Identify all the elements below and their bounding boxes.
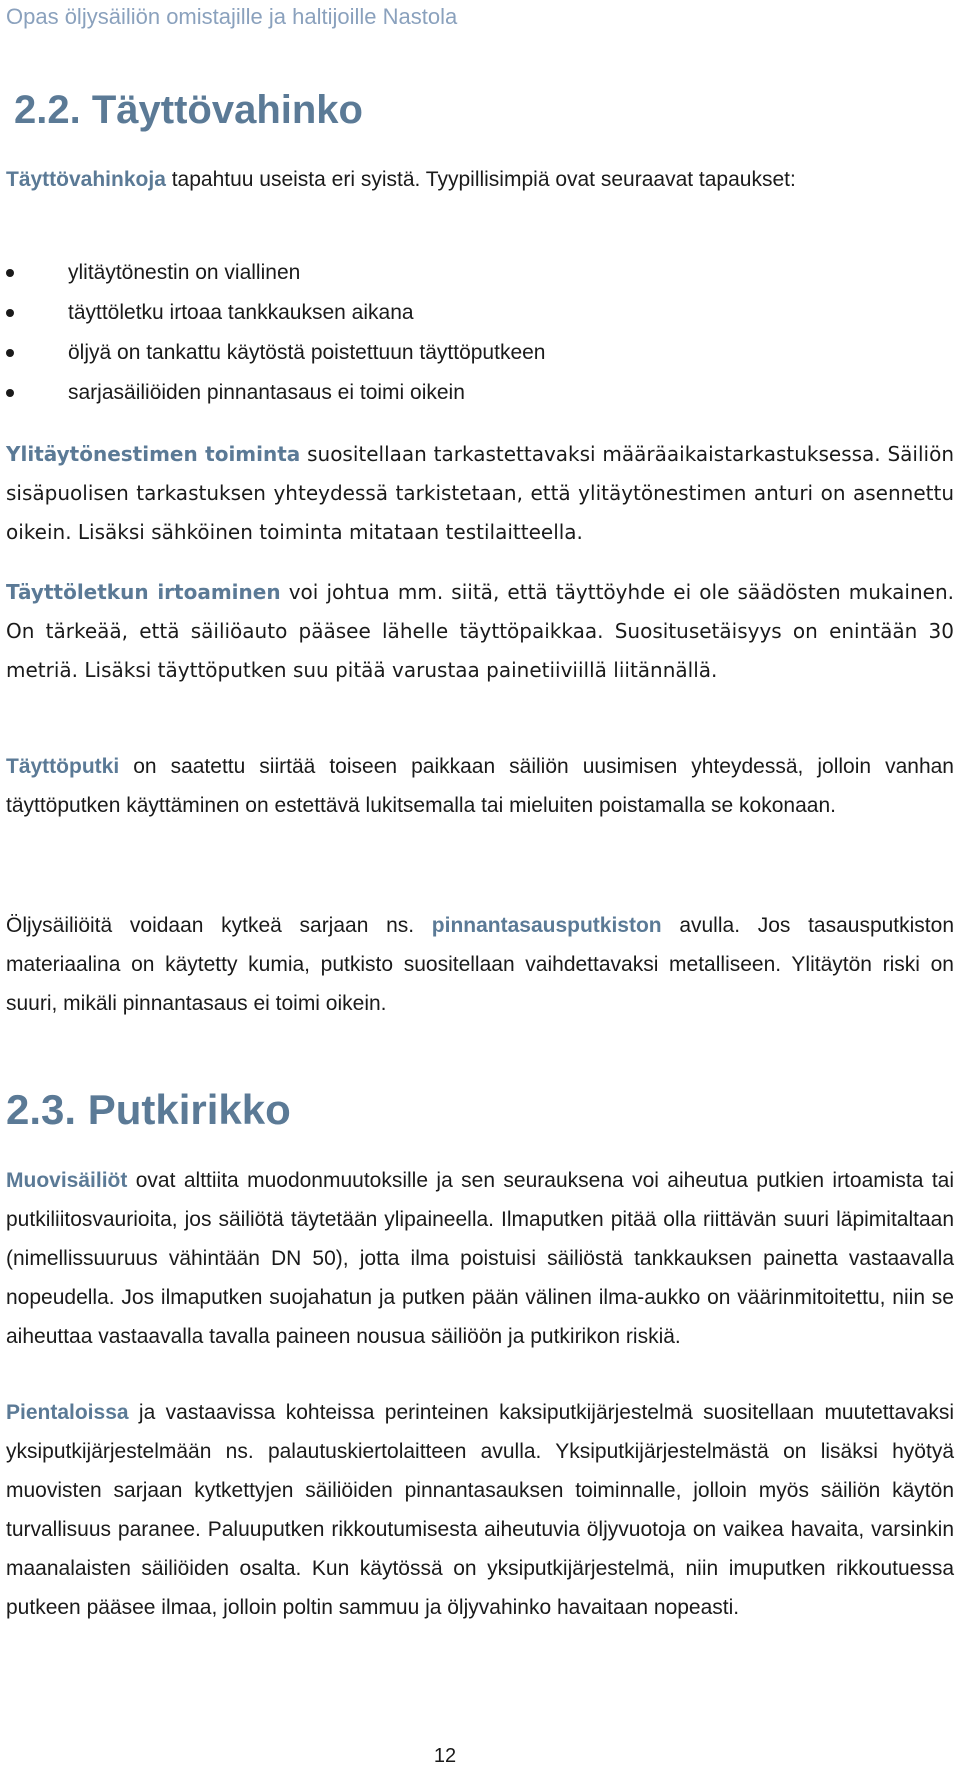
running-header: Opas öljysäiliön omistajille ja haltijoille Nastola xyxy=(6,4,458,29)
section-heading-taytt-vahinko: 2.2. Täyttövahinko xyxy=(14,88,363,132)
lead-term: pinnantasausputkiston xyxy=(431,914,662,937)
paragraph-overfill-device xyxy=(6,435,954,552)
paragraph-pre-text: Öljysäiliöitä voidaan kytkeä sarjaan ns. xyxy=(6,914,432,937)
list-item xyxy=(0,373,545,413)
paragraph-text: suositellaan tarkastettavaksi määräaikaistarkastuksessa. Säiliön sisäpuolisen tarkastuksen yhteydessä tarkistetaan, että ylitäytönestimen anturi on asennettu oikein. Lisäksi sähköinen toiminta mitataan testilaitteella. xyxy=(6,442,954,544)
bullet-icon xyxy=(6,309,14,317)
paragraph-text: on saatettu siirtää toiseen paikkaan säiliön uusimisen yhteydessä, jolloin vanhan täyttöputken käyttäminen on estettävä lukitsemalla tai mieluiten poistamalla se kokonaan. xyxy=(6,755,954,817)
list-item-text: ylitäytönestin on viallinen xyxy=(68,261,301,284)
paragraph-small-houses xyxy=(6,1393,954,1627)
paragraph-text: ja vastaavissa kohteissa perinteinen kaksiputkijärjestelmä suositellaan muutettavaksi yksiputkijärjestelmään ns. palautuskiertolaitteen avulla. Yksiputkijärjestelmästä on lisäksi hyötyä muovisten sarjaan kytkettyjen säiliöiden pinnantasauksen toiminnalle, jolloin myös säiliön käytön turvallisuus paranee. Paluuputken rikkoutumisesta aiheutuvia öljyvuotoja on vaikea havaita, varsinkin maanalaisten säiliöiden osalta. Kun käytössä on yksiputkijärjestelmä, niin imuputken rikkoutuessa putkeen pääsee ilmaa, jolloin poltin sammuu ja öljyvahinko havaitaan nopeasti. xyxy=(6,1401,954,1619)
paragraph-hose-detach xyxy=(6,573,954,690)
list-item xyxy=(0,293,545,333)
bullet-icon xyxy=(6,389,14,397)
lead-term: Ylitäytönestimen toiminta xyxy=(6,442,301,466)
list-item xyxy=(0,253,545,293)
cause-list xyxy=(0,253,545,413)
section-heading-putkirikko: 2.3. Putkirikko xyxy=(6,1086,291,1133)
bullet-icon xyxy=(6,269,14,277)
paragraph-level-equalization xyxy=(6,906,954,1023)
list-item-text: täyttöletku irtoaa tankkauksen aikana xyxy=(68,301,414,324)
lead-term: Täyttöputki xyxy=(6,755,120,778)
paragraph-text: avulla. Jos tasausputkiston materiaalina on käytetty kumia, putkisto suositellaan vaihdettavaksi metalliseen. Ylitäytön riski on suuri, mikäli pinnantasaus ei toimi oikein. xyxy=(6,914,955,1015)
list-item-text: sarjasäiliöiden pinnantasaus ei toimi oikein xyxy=(68,381,465,404)
lead-term: Täyttöletkun irtoaminen xyxy=(6,580,281,604)
lead-term: Pientaloissa xyxy=(6,1401,129,1424)
paragraph-fill-pipe xyxy=(6,747,954,825)
intro-text: tapahtuu useista eri syistä. Tyypillisimpiä ovat seuraavat tapaukset: xyxy=(165,168,796,191)
list-item-text: öljyä on tankattu käytöstä poistettuun täyttöputkeen xyxy=(68,341,546,364)
list-item xyxy=(0,333,545,373)
intro-paragraph xyxy=(6,160,954,199)
lead-term: Muovisäiliöt xyxy=(6,1169,128,1192)
paragraph-text: voi johtua mm. siitä, että täyttöyhde ei ole säädösten mukainen. On tärkeää, että säiliöauto pääsee lähelle täyttöpaikkaa. Suositusetäisyys on enintään 30 metriä. Lisäksi täyttöputken suu pitää varustaa painetiiviillä liitännällä. xyxy=(6,580,954,682)
paragraph-text: ovat alttiita muodonmuutoksille ja sen seurauksena voi aiheutua putkien irtoamista tai putkiliitosvaurioita, jos säiliötä täytetään ylipaineella. Ilmaputken pitää olla riittävän suuri läpimitaltaan (nimellissuuruus vähintään DN 50), jotta ilma poistuisi säiliöstä tankkauksen painetta vastaavalla nopeudella. Jos ilmaputken suojahatun ja putken pään välinen ilma-aukko on väärinmitoitettu, niin se aiheuttaa vastaavalla tavalla paineen nousua säiliöön ja putkirikon riskiä. xyxy=(6,1169,954,1348)
bullet-icon xyxy=(6,349,14,357)
intro-lead-term: Täyttövahinkoja xyxy=(6,168,166,191)
page-number: 12 xyxy=(433,1745,457,1767)
paragraph-plastic-tanks xyxy=(6,1161,954,1356)
